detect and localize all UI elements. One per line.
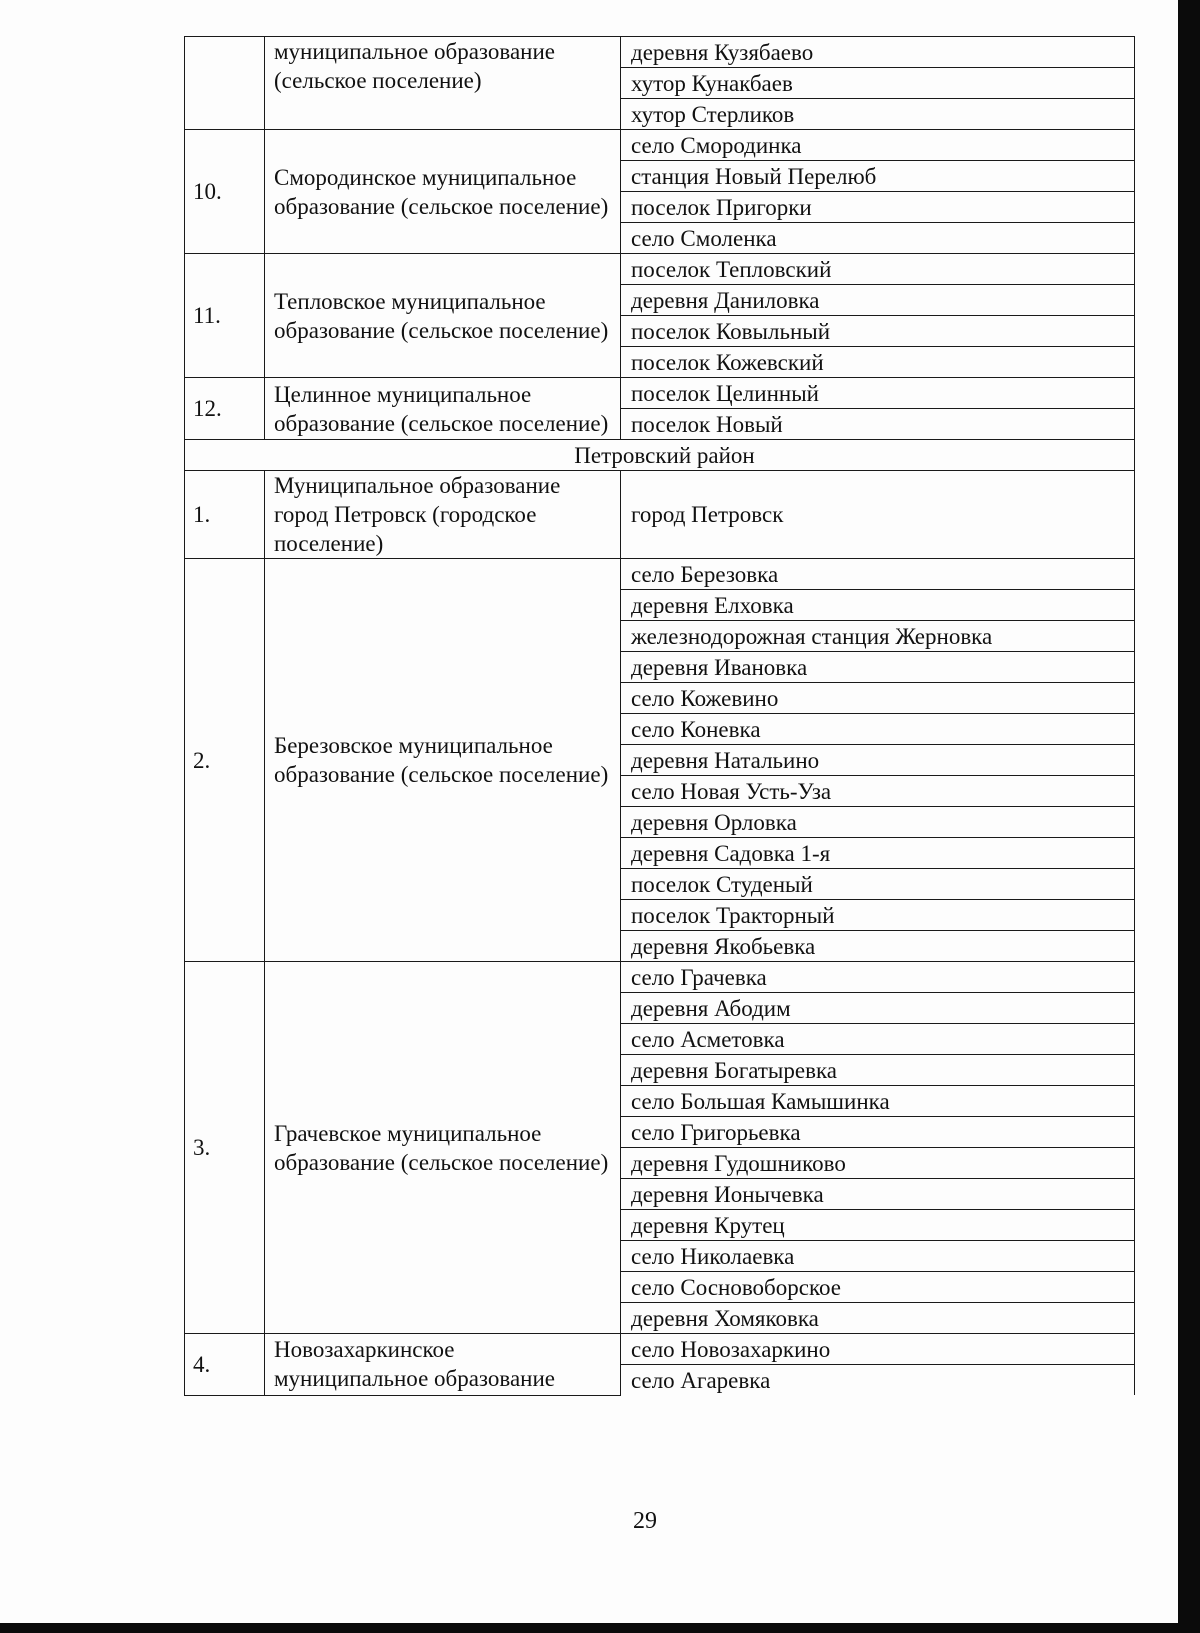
municipality-name: Смородинское муниципальное образование (сельское поселение): [265, 130, 621, 254]
municipality-name: Целинное муниципальное образование (сельское поселение): [265, 378, 621, 440]
settlement-name: хутор Кунакбаев: [621, 68, 1135, 99]
settlement-name: деревня Садовка 1-я: [621, 838, 1135, 869]
table-row: [185, 130, 1135, 161]
row-number: 1.: [185, 471, 265, 559]
settlement-name: село Николаевка: [621, 1241, 1135, 1272]
settlements-table: [184, 36, 1135, 1396]
settlement-name: деревня Натальино: [621, 745, 1135, 776]
settlement-name: деревня Ивановка: [621, 652, 1135, 683]
settlement-name: деревня Хомяковка: [621, 1303, 1135, 1334]
municipality-name: Грачевское муниципальное образование (сельское поселение): [265, 962, 621, 1334]
scan-edge-bottom: [0, 1623, 1200, 1633]
row-number: [185, 37, 265, 130]
settlement-name: деревня Якобьевка: [621, 931, 1135, 962]
settlement-name: поселок Тракторный: [621, 900, 1135, 931]
table-row: [185, 37, 1135, 68]
table-row: [185, 471, 1135, 559]
settlement-name: железнодорожная станция Жерновка: [621, 621, 1135, 652]
municipality-name: Березовское муниципальное образование (сельское поселение): [265, 559, 621, 962]
row-number: 10.: [185, 130, 265, 254]
scan-edge-right: [1178, 0, 1200, 1633]
settlement-name: деревня Орловка: [621, 807, 1135, 838]
settlement-name: поселок Студеный: [621, 869, 1135, 900]
row-number: 11.: [185, 254, 265, 378]
settlement-name: поселок Пригорки: [621, 192, 1135, 223]
settlement-name: поселок Целинный: [621, 378, 1135, 409]
row-number: 2.: [185, 559, 265, 962]
municipality-name: Муниципальное образование город Петровск (городское поселение): [265, 471, 621, 559]
row-number: 4.: [185, 1334, 265, 1396]
row-number: 12.: [185, 378, 265, 440]
municipality-name: муниципальное образование (сельское поселение): [265, 37, 621, 130]
settlement-name: село Большая Камышинка: [621, 1086, 1135, 1117]
table-row: [185, 378, 1135, 409]
settlement-name: поселок Новый: [621, 409, 1135, 440]
settlement-name: село Новозахаркино: [621, 1334, 1135, 1365]
settlement-name: село Кожевино: [621, 683, 1135, 714]
municipality-name: Новозахаркинское муниципальное образование: [265, 1334, 621, 1396]
settlement-name: деревня Гудошниково: [621, 1148, 1135, 1179]
settlement-name: деревня Абодим: [621, 993, 1135, 1024]
region-title: Петровский район: [185, 440, 1135, 471]
settlement-name: деревня Богатыревка: [621, 1055, 1135, 1086]
settlement-name: село Григорьевка: [621, 1117, 1135, 1148]
settlement-name: поселок Кожевский: [621, 347, 1135, 378]
page-number: 29: [633, 1508, 657, 1534]
table-row: [185, 254, 1135, 285]
settlement-name: деревня Кузябаево: [621, 37, 1135, 68]
settlement-name: село Коневка: [621, 714, 1135, 745]
settlement-name: село Грачевка: [621, 962, 1135, 993]
settlement-name: деревня Елховка: [621, 590, 1135, 621]
settlement-name: станция Новый Перелюб: [621, 161, 1135, 192]
settlement-name: село Березовка: [621, 559, 1135, 590]
settlement-name: село Сосновоборское: [621, 1272, 1135, 1303]
settlement-name: поселок Тепловский: [621, 254, 1135, 285]
table-row: [185, 962, 1135, 993]
settlement-name: деревня Ионычевка: [621, 1179, 1135, 1210]
table-row: [185, 559, 1135, 590]
section-row: [185, 440, 1135, 471]
row-number: 3.: [185, 962, 265, 1334]
settlement-name: деревня Даниловка: [621, 285, 1135, 316]
settlement-name: деревня Крутец: [621, 1210, 1135, 1241]
settlements-table-body: [185, 37, 1135, 1396]
municipality-name: Тепловское муниципальное образование (сельское поселение): [265, 254, 621, 378]
settlement-name: село Агаревка: [621, 1365, 1135, 1396]
settlement-name: хутор Стерликов: [621, 99, 1135, 130]
settlement-name: поселок Ковыльный: [621, 316, 1135, 347]
settlement-name: город Петровск: [621, 471, 1135, 559]
table-row: [185, 1334, 1135, 1365]
settlement-name: село Асметовка: [621, 1024, 1135, 1055]
settlement-name: село Новая Усть-Уза: [621, 776, 1135, 807]
settlement-name: село Смородинка: [621, 130, 1135, 161]
settlement-name: село Смоленка: [621, 223, 1135, 254]
